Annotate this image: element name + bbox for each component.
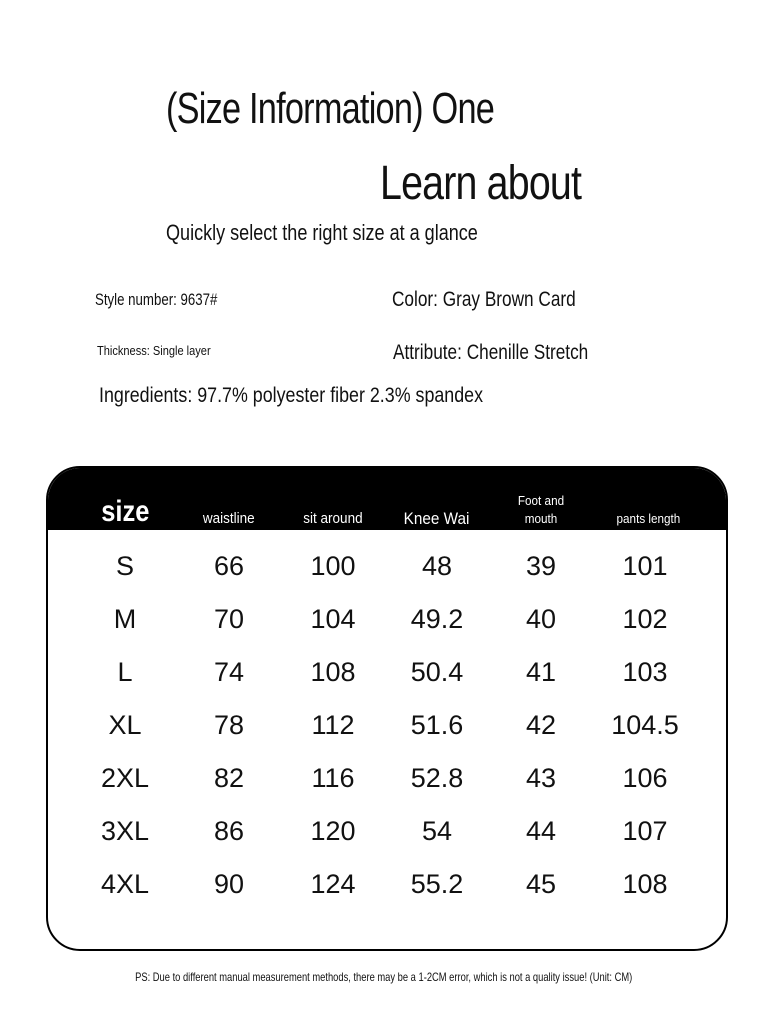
cell-sit-around: 100 bbox=[310, 551, 356, 581]
cell-pants-length: 108 bbox=[622, 869, 668, 899]
cell-knee-wai: 51.6 bbox=[410, 710, 464, 740]
cell-foot-and-mouth: 39 bbox=[525, 551, 557, 581]
cell-waistline: 82 bbox=[213, 763, 245, 793]
cell-size: M bbox=[113, 604, 137, 634]
cell-size: XL bbox=[108, 710, 142, 740]
ingredients-info: Ingredients: 97.7% polyester fiber 2.3% spandex bbox=[99, 384, 484, 407]
header-waistline bbox=[177, 468, 281, 530]
cell-foot-and-mouth: 41 bbox=[525, 657, 557, 687]
cell-waistline: 66 bbox=[213, 551, 245, 581]
cell-size: S bbox=[115, 551, 134, 581]
footnote-text: PS: Due to different manual measurement methods, there may be a 1-2CM error, which is not a quality issue! (Unit: CM) bbox=[135, 970, 633, 984]
cell-pants-length: 102 bbox=[622, 604, 668, 634]
header-foot-and-mouth bbox=[500, 468, 582, 530]
cell-sit-around: 104 bbox=[310, 604, 356, 634]
cell-size: 3XL bbox=[100, 816, 150, 846]
header-size-label: size bbox=[100, 495, 150, 528]
cell-sit-around: 120 bbox=[310, 816, 356, 846]
footnote bbox=[0, 970, 768, 984]
cell-foot-and-mouth: 44 bbox=[525, 816, 557, 846]
cell-knee-wai: 48 bbox=[421, 551, 453, 581]
cell-waistline: 78 bbox=[213, 710, 245, 740]
header-sit-around bbox=[281, 468, 385, 530]
header-size bbox=[73, 468, 177, 530]
cell-knee-wai: 52.8 bbox=[410, 763, 464, 793]
header-knee-wai bbox=[385, 468, 489, 530]
cell-foot-and-mouth: 45 bbox=[525, 869, 557, 899]
size-table bbox=[46, 466, 728, 951]
thickness-info: Thickness: Single layer bbox=[97, 343, 211, 358]
cell-sit-around: 116 bbox=[311, 763, 355, 793]
table-row bbox=[48, 805, 726, 858]
header-foot-and-mouth-label: Foot and mouth bbox=[517, 493, 565, 526]
cell-pants-length: 106 bbox=[622, 763, 668, 793]
cell-knee-wai: 50.4 bbox=[410, 657, 464, 687]
title-line-2: Learn about bbox=[380, 157, 582, 210]
table-row bbox=[48, 752, 726, 805]
cell-waistline: 86 bbox=[213, 816, 245, 846]
header-pants-length-label: pants length bbox=[616, 511, 680, 526]
table-row bbox=[48, 858, 726, 911]
attribute-info: Attribute: Chenille Stretch bbox=[393, 341, 589, 364]
header-waistline-label: waistline bbox=[203, 510, 255, 527]
cell-size: 4XL bbox=[100, 869, 150, 899]
header-pants-length bbox=[593, 468, 703, 530]
cell-foot-and-mouth: 42 bbox=[525, 710, 557, 740]
cell-pants-length: 107 bbox=[622, 816, 668, 846]
title-line-1: (Size Information) One bbox=[166, 84, 495, 133]
color-info: Color: Gray Brown Card bbox=[392, 288, 576, 311]
table-row bbox=[48, 540, 726, 593]
table-row bbox=[48, 646, 726, 699]
cell-size: L bbox=[117, 657, 133, 687]
cell-sit-around: 108 bbox=[310, 657, 356, 687]
cell-knee-wai: 49.2 bbox=[410, 604, 464, 634]
cell-pants-length: 104.5 bbox=[611, 710, 679, 740]
cell-sit-around: 124 bbox=[310, 869, 356, 899]
style-number: Style number: 9637# bbox=[95, 290, 218, 309]
cell-pants-length: 103 bbox=[622, 657, 668, 687]
table-row bbox=[48, 593, 726, 646]
cell-waistline: 74 bbox=[213, 657, 245, 687]
cell-foot-and-mouth: 43 bbox=[525, 763, 557, 793]
cell-size: 2XL bbox=[100, 763, 150, 793]
cell-waistline: 90 bbox=[213, 869, 245, 899]
cell-knee-wai: 54 bbox=[421, 816, 453, 846]
cell-knee-wai: 55.2 bbox=[410, 869, 464, 899]
header-sit-around-label: sit around bbox=[303, 510, 363, 527]
cell-waistline: 70 bbox=[213, 604, 245, 634]
cell-pants-length: 101 bbox=[622, 551, 668, 581]
table-row bbox=[48, 699, 726, 752]
size-table-header bbox=[48, 468, 726, 530]
cell-sit-around: 112 bbox=[311, 710, 355, 740]
subtitle: Quickly select the right size at a glance bbox=[166, 220, 478, 245]
cell-foot-and-mouth: 40 bbox=[525, 604, 557, 634]
header-knee-wai-label: Knee Wai bbox=[404, 509, 470, 528]
